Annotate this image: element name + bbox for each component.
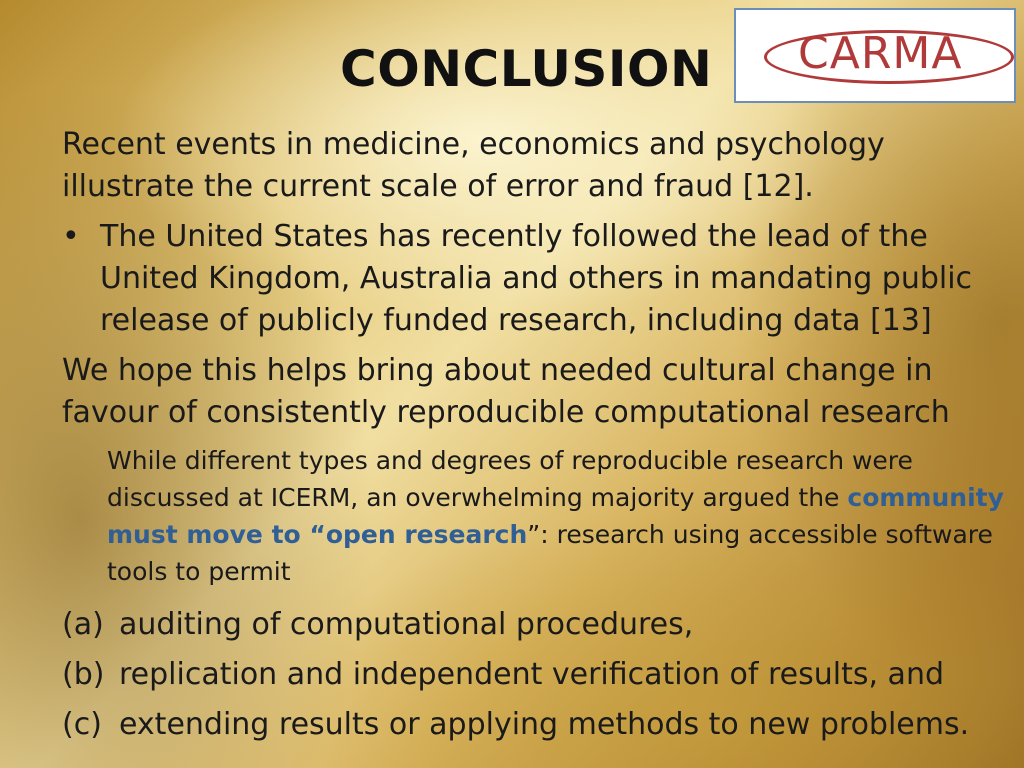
carma-logo xyxy=(734,8,1016,103)
slide-title: CONCLUSION xyxy=(340,40,713,98)
sub-text-end: ”: research using accessible software tools to permit xyxy=(107,520,993,586)
list-marker: (b) xyxy=(62,657,105,692)
list-marker: (c) xyxy=(62,707,102,742)
sub-paragraph xyxy=(62,442,1012,590)
list-text: auditing of computational procedures, xyxy=(119,607,694,642)
enumerated-list xyxy=(62,600,1012,750)
sub-text-highlight: community must move to “open research xyxy=(107,483,1004,549)
paragraph-intro: Recent events in medicine, economics and psychology illustrate the current scale of error and fraud [12]. xyxy=(62,127,885,204)
list-item xyxy=(62,700,1012,750)
list-item xyxy=(62,600,1012,650)
bullet-text: The United States has recently followed the lead of the United Kingdom, Australia and others in mandating public release of publicly funded research, including data [13] xyxy=(100,219,973,338)
list-marker: (a) xyxy=(62,607,104,642)
list-text: extending results or applying methods to new problems. xyxy=(119,707,970,742)
bullet-icon: • xyxy=(62,219,80,254)
logo-text: CARMA xyxy=(798,28,963,79)
bullet-item xyxy=(62,216,1012,342)
slide-body xyxy=(62,124,1012,750)
list-text: replication and independent verification of results, and xyxy=(119,657,944,692)
sub-text-start: While different types and degrees of reproducible research were discussed at ICERM, an overwhelming majority argued the xyxy=(107,446,913,512)
paragraph-hope: We hope this helps bring about needed cultural change in favour of consistently reproducible computational research xyxy=(62,353,950,430)
list-item xyxy=(62,650,1012,700)
